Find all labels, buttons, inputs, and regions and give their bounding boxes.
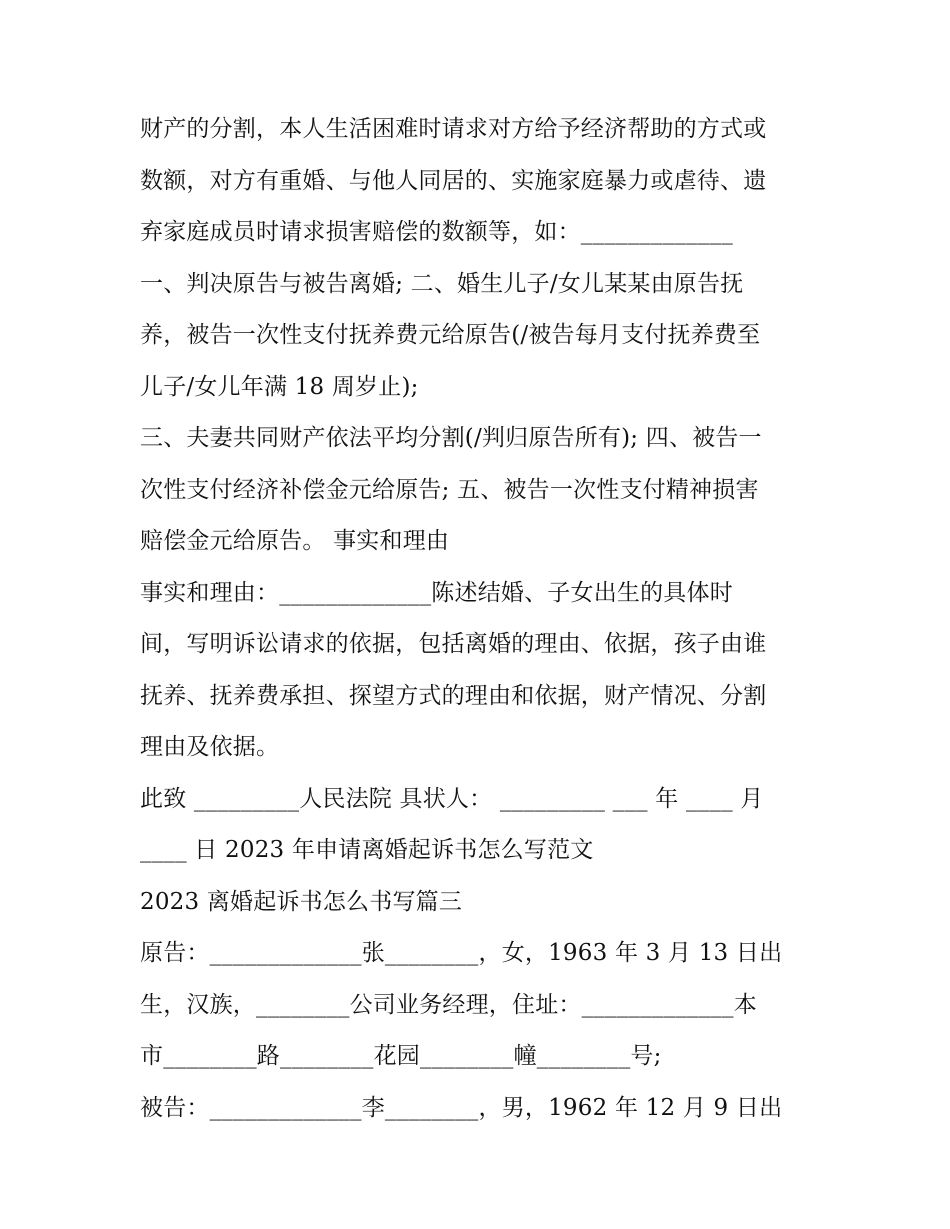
document-body	[140, 104, 820, 1134]
text-line: 儿子/女儿年满 18 周岁止);	[140, 373, 419, 400]
text-line: 原告：_____________张________，女，1963 年 3 月 13 日出	[140, 940, 783, 966]
section-heading: 2023 离婚起诉书怎么书写篇三	[140, 888, 463, 915]
text-line: 事实和理由：_____________陈述结婚、子女出生的具体时	[140, 579, 733, 606]
text-line: 市________路________花园________幢________号;	[140, 1043, 662, 1069]
text-line: 抚养、抚养费承担、探望方式的理由和依据，财产情况、分割	[140, 682, 767, 709]
text-line: 财产的分割，本人生活困难时请求对方给予经济帮助的方式或	[140, 116, 767, 142]
text-line: 理由及依据。	[140, 734, 280, 760]
text-line: 次性支付经济补偿金元给原告; 五、被告一次性支付精神损害	[140, 476, 759, 503]
text-line: 被告：_____________李________，男，1962 年 12 月 9 日出	[140, 1094, 783, 1121]
text-line: 弃家庭成员时请求损害赔偿的数额等，如：_____________	[140, 219, 733, 245]
text-line: 间，写明诉讼请求的依据，包括离婚的理由、依据，孩子由谁	[140, 631, 767, 657]
text-line: 三、夫妻共同财产依法平均分割(/判归原告所有); 四、被告一	[140, 425, 762, 451]
text-line: 一、判决原告与被告离婚; 二、婚生儿子/女儿某某由原告抚	[140, 270, 744, 297]
text-line: 养，被告一次性支付抚养费元给原告(/被告每月支付抚养费至	[140, 322, 761, 348]
text-line: 赔偿金元给原告。 事实和理由	[140, 528, 450, 554]
text-line: ____ 日 2023 年申请离婚起诉书怎么写范文	[140, 837, 594, 863]
text-line: 生，汉族，________公司业务经理，住址：_____________本	[140, 991, 757, 1018]
text-line: 此致 _________人民法院 具状人： _________ ___ 年 ____ 月	[140, 785, 764, 812]
text-line: 数额，对方有重婚、与他人同居的、实施家庭暴力或虐待、遗	[140, 167, 767, 194]
